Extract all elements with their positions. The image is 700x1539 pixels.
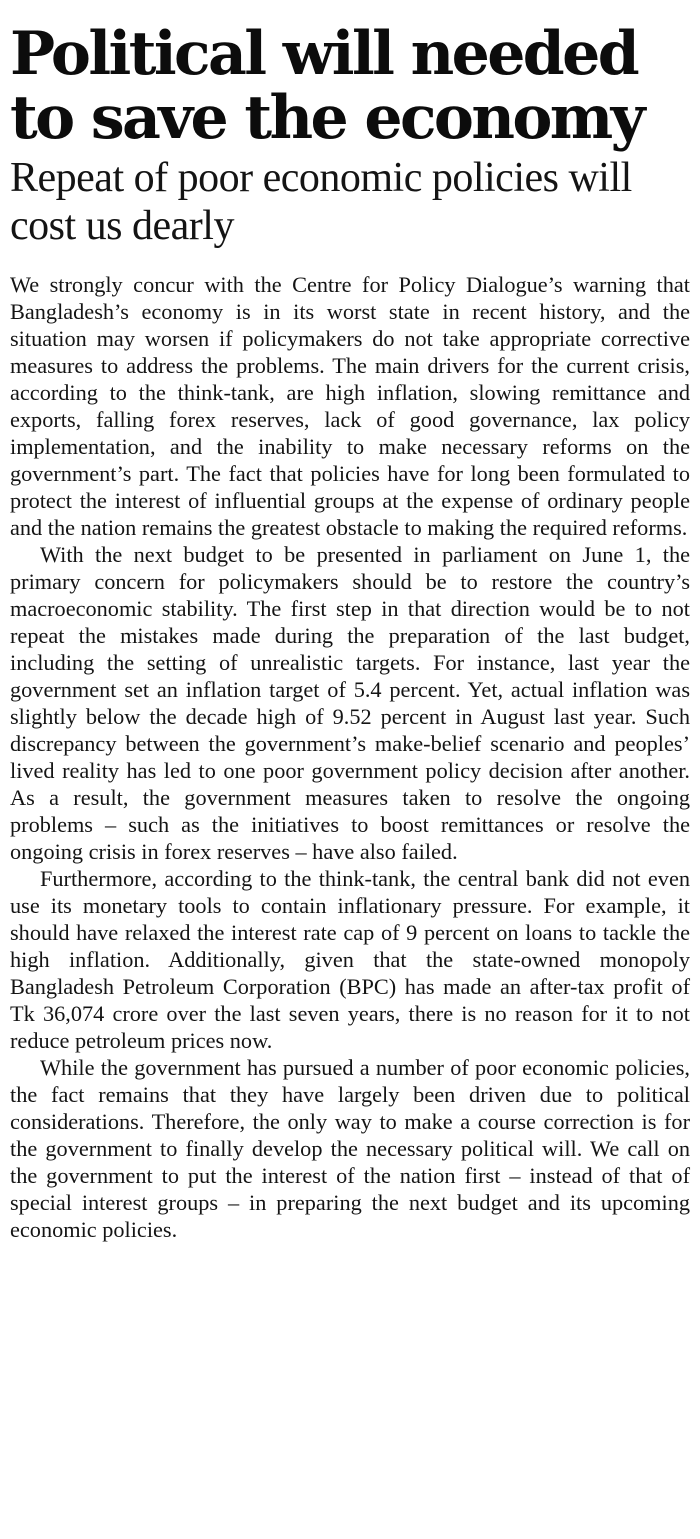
article-body	[10, 271, 690, 1243]
headline: Political will needed to save the economy	[10, 19, 643, 153]
paragraph-1: We strongly concur with the Centre for Policy Dialogue’s warning that Bangladesh’s economy is in its worst state in recent history, and the situation may worsen if policymakers do not take appropriate corrective measures to address the problems. The main drivers for the current crisis, according to the think-tank, are high inflation, slowing remittance and exports, falling forex reserves, lack of good governance, lax policy implementation, and the inability to make necessary reforms on the government’s part. The fact that policies have for long been formulated to protect the interest of influential groups at the expense of ordinary people and the nation remains the greatest obstacle to making the required reforms.	[10, 272, 690, 540]
paragraph-4: While the government has pursued a number of poor economic policies, the fact remains that they have largely been driven due to political considerations. Therefore, the only way to make a course correction is for the government to finally develop the necessary political will. We call on the government to put the interest of the nation first – instead of that of special interest groups – in preparing the next budget and its upcoming economic policies.	[10, 1055, 690, 1242]
paragraph-3: Furthermore, according to the think-tank, the central bank did not even use its monetary tools to contain inflationary pressure. For example, it should have relaxed the interest rate cap of 9 percent on loans to tackle the high inflation. Additionally, given that the state-owned monopoly Bangladesh Petroleum Corporation (BPC) has made an after-tax profit of Tk 36,074 crore over the last seven years, there is no reason for it to not reduce petroleum prices now.	[10, 866, 690, 1053]
subheadline: Repeat of poor economic policies will cost us dearly	[10, 155, 632, 249]
editorial-article	[10, 0, 690, 1243]
paragraph-2: With the next budget to be presented in parliament on June 1, the primary concern for policymakers should be to restore the country’s macroeconomic stability. The first step in that direction would be to not repeat the mistakes made during the preparation of the last budget, including the setting of unrealistic targets. For instance, last year the government set an inflation target of 5.4 percent. Yet, actual inflation was slightly below the decade high of 9.52 percent in August last year. Such discrepancy between the government’s make-belief scenario and peoples’ lived reality has led to one poor government policy decision after another. As a result, the government measures taken to resolve the ongoing problems – such as the initiatives to boost remittances or resolve the ongoing crisis in forex reserves – have also failed.	[10, 542, 690, 864]
